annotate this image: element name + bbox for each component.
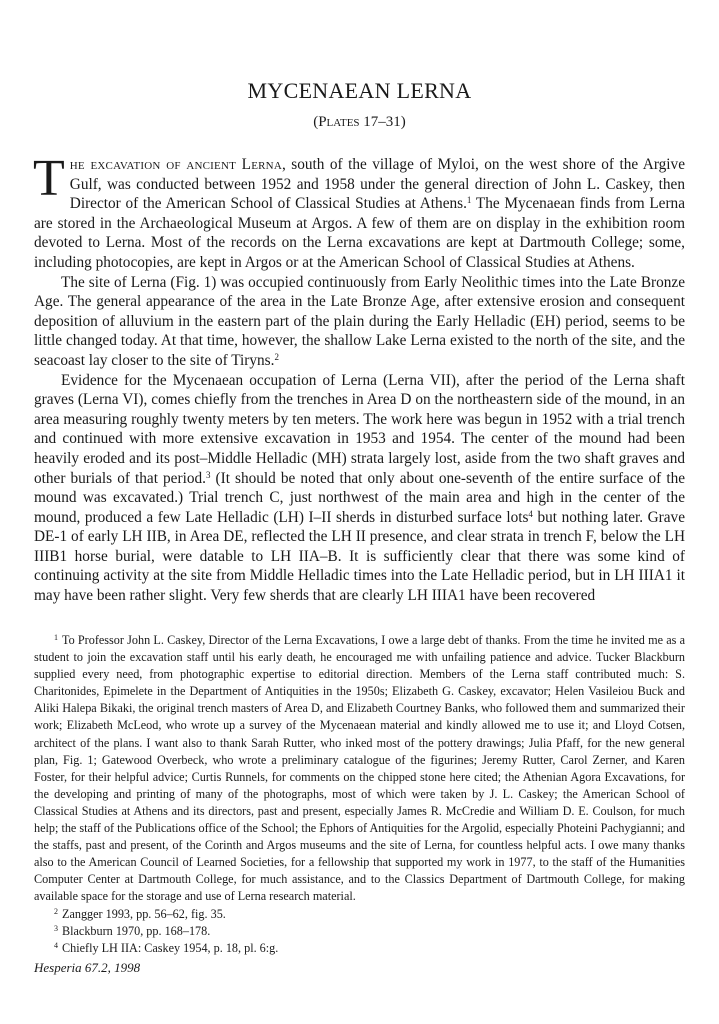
article-title: MYCENAEAN LERNA [247, 78, 472, 103]
footnote-mark: 1 [54, 633, 58, 642]
journal-citation: Hesperia 67.2, 1998 [34, 960, 141, 975]
paragraph-1-text-a: , south of the village of Myloi, on the west shore of the Argive Gulf, was conducted between 1952 and 1958 under the general direction of John L. Caskey, then Director of the American School of Classical Studies at Athens. [69, 156, 685, 213]
footnote-text: Chiefly LH IIA: Caskey 1954, p. 18, pl. 6:g. [62, 940, 279, 955]
drop-cap: T [33, 150, 65, 207]
plates-reference: (Plates 17–31) [313, 114, 406, 130]
footnote-mark: 3 [54, 923, 58, 933]
body-text [33, 150, 686, 606]
footnotes [34, 632, 685, 957]
footnote-4 [34, 940, 685, 957]
paragraph-3 [34, 371, 685, 606]
paragraph-1 [33, 150, 685, 273]
footnote-1 [34, 632, 685, 906]
footnote-3 [34, 923, 685, 940]
paragraph-3-text-b: (It should be noted that only about one-seventh of the entire surface of the mound was excavated.) Trial trench C, just northwest of the main area and high in the center of the mound, produced a few Late Helladic (LH) I–II sherds in disturbed surface lots [34, 469, 686, 526]
footnote-ref-3[interactable]: 3 [205, 469, 211, 480]
footnote-text: To Professor John L. Caskey, Director of the Lerna Excavations, I owe a large debt of thanks. From the time he invited me as a student to join the excavation staff until his early death, he encouraged me with unfailing patience and advice. Tucker Blackburn supplied every need, from photographic expertise to editorial direction. Members of the Lerna staff contributed much: S. Charitonides, Epimelete in the Department of Antiquities in the 1950s; Elizabeth G. Caskey, excavator; Helen Vasileiou Buck and Aliki Halepa Bikaki, the original trench masters of Area D, and Elizabeth Courtney Banks, who followed them and summarized their work; Elizabeth McLeod, who wrote up a survey of the Mycenaean material and kindly allowed me to use it; and Lloyd Cotsen, architect of the plans. I want also to thank Sarah Rutter, who inked most of the pottery drawings; Julia Pfaff, for the new general plan, Fig. 1; Gatewood Overbeck, who wrote a preliminary catalogue of the figurines; Jeremy Rutter, Carol Zerner, and Karen Foster, for their helpful advice; Curtis Runnels, for comments on the chipped stone here cited; the Athenian Agora Excavations, for the developing and printing of many of the photographs, most of which were taken by J. L. Caskey; the American School of Classical Studies at Athens and its directors, past and present, especially James R. McCredie and William D. E. Coulson, for much help; the staff of the Publications office of the School; the Ephors of Antiquities for the Argolid, especially Photeini Pachygianni; and the staffs, past and present, of the Corinth and Argos museums and the site of Lerna, for countless helpful acts. I owe many thanks also to the American Council of Learned Societies, for a fellowship that supported my work in 1977, to the staff of the Humanities Computer Center at Dartmouth College, for much assistance, and to the Classics Department of Dartmouth College, for making available space for the storage and use of Lerna research material. [34, 633, 685, 904]
footnote-ref-4[interactable]: 4 [528, 508, 533, 519]
paragraph-2 [34, 273, 685, 371]
footnote-mark: 2 [54, 906, 58, 916]
footnote-ref-1[interactable]: 1 [466, 195, 472, 206]
footnote-ref-2[interactable]: 2 [274, 351, 279, 362]
footnote-mark: 4 [54, 940, 58, 950]
paragraph-3-text-a: Evidence for the Mycenaean occupation of Lerna (Lerna VII), after the period of the Lerna shaft graves (Lerna VI), comes chiefly from the trenches in Area D on the northeastern side of the mound, in an area measuring roughly twenty meters by ten meters. The work here was begun in 1952 with a trial trench and continued with more extensive excavation in 1953 and 1954. The center of the mound had been heavily eroded and its post–Middle Helladic (MH) strata largely lost, aside from the two shaft graves and other burials of that period. [34, 371, 685, 487]
footnote-text: Blackburn 1970, pp. 168–178. [62, 923, 211, 938]
paragraph-2-text: The site of Lerna (Fig. 1) was occupied continuously from Early Neolithic times into the Late Bronze Age. The general appearance of the area in the Late Bronze Age, after extensive erosion and consequent deposition of alluvium in the eastern part of the plain during the Early Helladic (EH) period, seems to be little changed today. At that time, however, the shallow Lake Lerna existed to the north of the site, and the seacoast lay closer to the site of Tiryns. [34, 273, 685, 369]
paragraph-3-text-c: but nothing later. Grave DE-1 of early LH IIB, in Area DE, reflected the LH II presence, and clear strata in trench F, below the LH IIIB1 horse burial, were datable to LH IIA–B. It is sufficiently clear that there was some kind of continuing activity at the site from Middle Helladic times into the Late Helladic period, but in LH IIIA1 it may have been rather slight. Very few sherds that are clearly LH IIIA1 have been recovered [34, 508, 685, 605]
paragraph-1-text-b: The Mycenaean finds from Lerna are stored in the Archaeological Museum at Argos. A few of them are on display in the exhibition room devoted to Lerna. Most of the records on the Lerna excavations are kept at Dartmouth College; some, including photocopies, are kept in Argos or at the American School of Classical Studies at Athens. [34, 195, 685, 271]
lead-in: he excavation of ancient Lerna [69, 156, 282, 173]
page [34, 0, 685, 1024]
footnote-text: Zangger 1993, pp. 56–62, fig. 35. [62, 906, 226, 921]
footnote-2 [34, 906, 685, 923]
